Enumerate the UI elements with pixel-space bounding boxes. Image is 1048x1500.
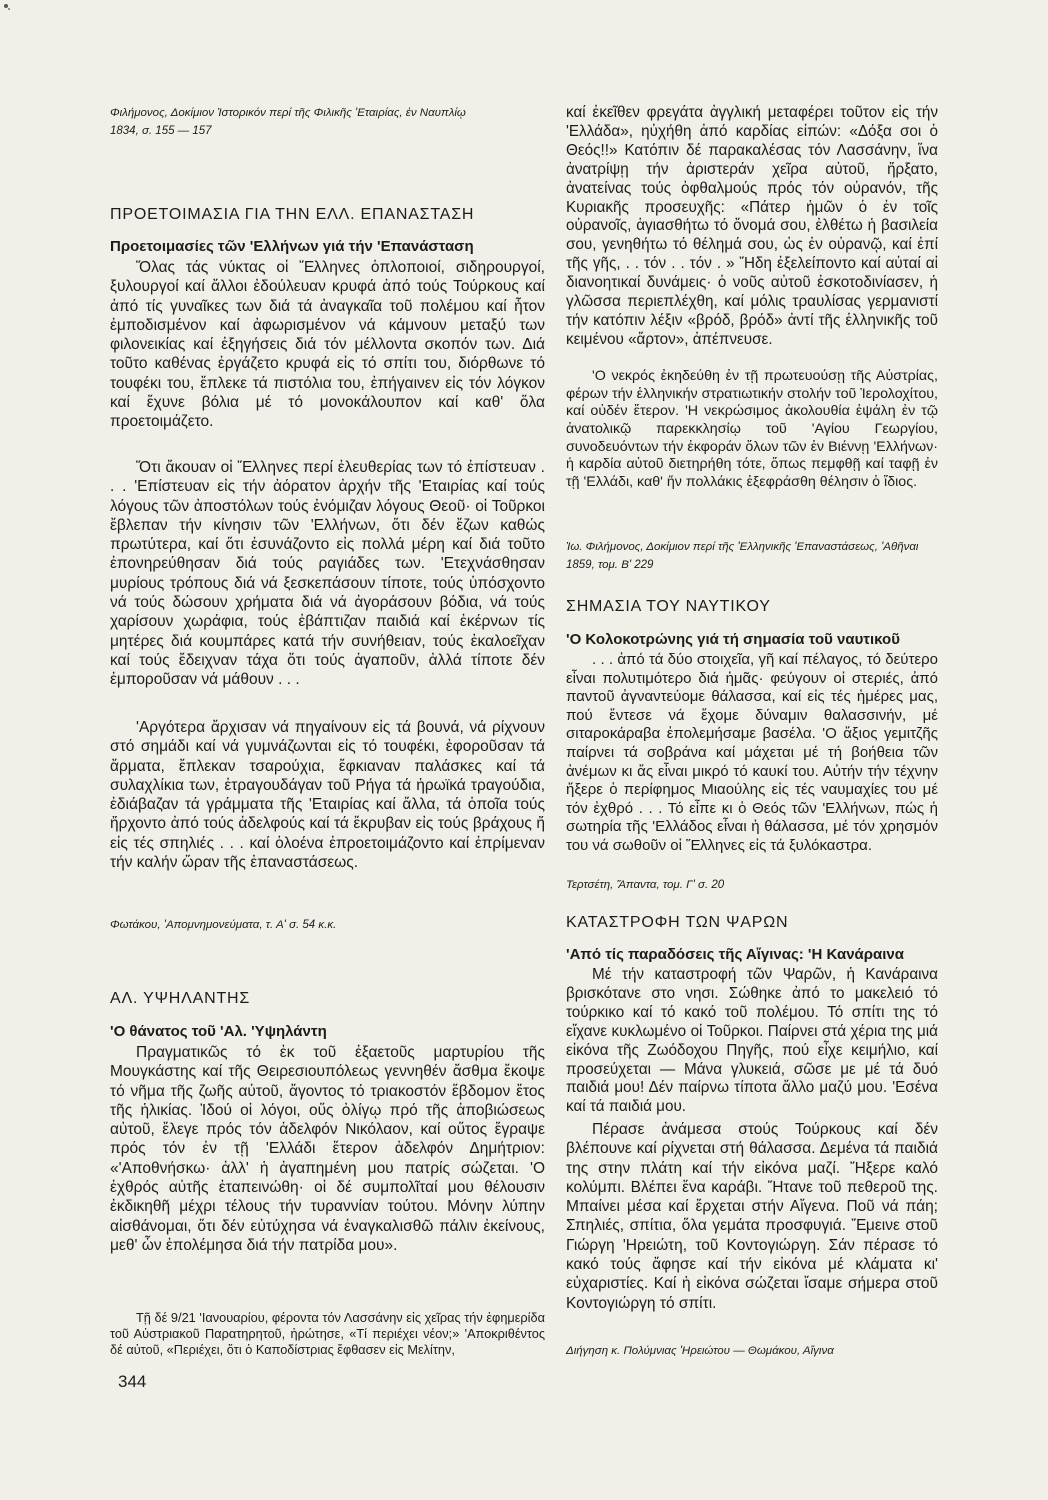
- paragraph: Πραγματικῶς τό ἐκ τοῦ ἐξαετοῦς μαρτυρίου τῆς Μουγκάστης καί τῆς Θειρεσιουπόλεως γεννηθέν ἄσθμα ἔκοψε τό νῆμα τῆς ζωῆς αὐτοῦ, ἄγοντος τό τριακοστόν ἕβδομον ἔτος τῆς ἡλικίας. Ἰδού οἱ λόγοι, οὕς ὀλίγῳ πρό τῆς ἀποβιώσεως αὐτοῦ, ἔλεγε πρός τόν ἀδελφόν Νικόλαον, καί οὕτος ἔγραψε πρός τόν ἐν τῇ 'Ελλάδι ἕτερον ἀδελφόν Δημήτριον: «'Αποθνήσκω· ἀλλ' ἡ ἀγαπημένη μου πατρίς σώζεται. 'Ο ἐχθρός αὐτῆς ἐταπεινώθη· οἱ δέ συμπολῖταί μου θέλουσιν ἐκδικηθῆ μέχρι τέλους τήν τυραννίαν τούτου. Μόνην λύπην αἰσθάνομαι, ὅτι δέν εὐτύχησα νά ἐναγκαλισθῶ πάλιν ἐκείνους, μεθ' ὧν ἐπολέμησα διά τήν πατρίδα μου».: [110, 1044, 545, 1254]
- subheading-kanaraina: 'Από τίς παραδόσεις τῆς Αἴγινας: 'Η Κανάραινα: [566, 946, 904, 963]
- corner-smudge: [3, 3, 13, 13]
- paragraph: καί ἐκεῖθεν φρεγάτα ἀγγλική μεταφέρει τοῦτον εἰς τήν 'Ελλάδα», ηὐχήθη ἀπό καρδίας εἰπών: «Δόξα σοι ὁ Θεός!!» Κατόπιν δέ παρακαλέσας τόν Λασσάνην, ἵνα ἀνατρίψῃ τήν ἀριστεράν χεῖρα αὐτοῦ, ἤρξατο, ἀνατείνας τούς ὀφθαλμούς πρός τόν οὐρανόν, τῆς Κυριακῆς προσευχῆς: «Πάτερ ἡμῶν ὁ ἐν τοῖς οὐρανοῖς, ἁγιασθήτω τό ὄνομά σου, ἐλθέτω ἡ βασιλεία σου, γενηθήτω τό θέλημά σου, ὡς ἐν οὐρανῷ, καί ἐπί τῆς γῆς, . . τόν . . τόν . » Ἤδη ἐξελείποντο καί αὐταί αἱ διανοητικαί δυνάμεις· ὁ νοῦς αὐτοῦ ἐσκοτοδινίασεν, ἡ γλῶσσα περιεπλέχθη, καί μόλις τραυλίσας γερμανιστί τήν κατόπιν λέξιν «βρόδ, βρόδ» ἀντί τῆς ἑλληνικῆς τοῦ κειμένου «ἄρτον», ἀπέπνευσε.: [566, 104, 938, 348]
- section-heading-navy: ΣΗΜΑΣΙΑ ΤΟΥ ΝΑΥΤΙΚΟΥ: [566, 598, 771, 615]
- paragraph: 'Ο νεκρός ἐκηδεύθη ἐν τῇ πρωτευούσῃ τῆς Αὐστρίας, φέρων τήν ἑλληνικήν στρατιωτικήν στολήν τοῦ Ἱερολοχίτου, καί οὐδέν ἕτερον. 'Η νεκρώσιμος ἀκολουθία ἐψάλη ἐν τῷ ἀνατολικῷ παρεκκλησίῳ τοῦ 'Αγίου Γεωργίου, συνοδευόντων τήν ἐκφοράν ὅλων τῶν ἐν Βιέννῃ 'Ελλήνων· ἡ καρδία αὐτοῦ διετηρήθη τότε, ὅπως πεμφθῇ καί ταφῇ ἐν τῇ 'Ελλάδι, καθ' ἥν πολλάκις ἐξεφράσθη θέλησιν ὁ ἴδιος.: [566, 368, 938, 491]
- paragraph: 'Αργότερα ἄρχισαν νά πηγαίνουν εἰς τά βουνά, νά ρίχνουν στό σημάδι καί νά γυμνάζωνται εἰς τό τουφέκι, ἐφοροῦσαν τά ἄρματα, ἔπλεκαν τσαρούχια, ἔφκιαναν παλάσκες καί τά συλαχλίκια των, ἐτραγουδάγαν τοῦ Ρήγα τά ἡρωϊκά τραγούδια, ἐδιάβαζαν τά γράμματα τῆς 'Εταιρίας καί ἄλλα, τά ὁποῖα τούς ἤρχοντο ἀπό τούς ἀδελφούς καί τά ἔκρυβαν εἰς τούς βράχους ἤ εἰς τές σπηλιές . . . καί ὁλοένα ἐπροετοιμάζοντο καί ἐπρίμεναν τήν καλήν ὥραν τῆς ἐπαναστάσεως.: [110, 719, 545, 872]
- paragraph: Μέ τήν καταστροφή τῶν Ψαρῶν, ἡ Κανάραινα βρισκότανε στο νησι. Σώθηκε ἀπό το μακελειό τό τούρκικο καί τό κακό τοῦ πολέμου. Τό σπίτι της τό εἴχανε κυκλωμένο οἱ Τοῦρκοι. Παίρνει στά χέρια της μιά εἰκόνα τῆς Ζωόδοχου Πηγῆς, πού εἶχε κειμήλιο, καί προσεύχεται — Μάνα γλυκειά, σῶσε με μέ τά δυό παιδιά μου! Δέν παίρνω τίποτα ἄλλο μαζύ μου. 'Εσένα καί τά παιδιά μου.: [566, 966, 938, 1116]
- paragraph: . . . ἀπό τά δύο στοιχεῖα, γῆ καί πέλαγος, τό δεύτερο εἶναι πολυτιμότερο διά ἡμᾶς· φεύγουν οἱ στεριές, ἀπό παντοῦ ἀγναντεύομε θάλασσα, καί εἰς τές ἡμέρες μας, πού ἔντεσε νά ἔχομε δύναμιν θαλασσινήν, μέ σιταροκάραβα ἐπολεμήσαμε βασέλα. 'Ο ἄξιος γεμιτζῆς παίρνει τά σοβράνα καί μάχεται μέ τή βοήθεια τῶν ἀνέμων κι ἄς εἶναι μικρό τό καυκί του. Αὐτήν τήν τέχνην ἤξερε ὁ περίφημος Μιαούλης εἰς τές ναυμαχίες του μέ τόν ἐχθρό . . . Τό εἶπε κι ὁ Θεός τῶν 'Ελλήνων, πώς ἡ σωτηρία τῆς 'Ελλάδος εἶναι ἡ θάλασσα, μέ τόν χρησμόν του νά σωθοῦν οἱ Ἕλληνες εἰς τά ξυλόκαστρα.: [566, 651, 938, 854]
- citation-tertseti: Τερτσέτη, Ἅπαντα, τομ. Γ' σ. 20: [566, 879, 725, 891]
- paragraph: Ὅλας τάς νύκτας οἱ Ἕλληνες ὁπλοποιοί, σιδηρουργοί, ξυλουργοί καί ἄλλοι ἐδούλευαν κρυφά ἀπό τούς Τούρκους καί ἀπό τίς γυναῖκες των διά τά ἀναγκαῖα τοῦ πολέμου καί ἦτον ἐμποδισμένον καί ἀφωρισμένον νά κάμνουν μεταξύ των φιλονεικίας καί ἐξηγήσεις διά τόν μέλλοντα σκοπόν των. Διά τοῦτο καθένας ἐργάζετο κρυφά εἰς τό σπίτι του, διόρθωνε τό τουφέκι του, ἔπλεκε τά πιστόλια του, ἐπήγαινεν εἰς τόν λόγκον καί ἔχυνε βόλια μέ τό μονοκάλουπον καί καθ' ὅλα προετοιμάζετο.: [110, 259, 545, 431]
- citation-philemon-1859: Ἰω. Φιλήμονος, Δοκίμιον περί τῆς 'Ελληνικῆς 'Επαναστάσεως, 'Αθῆναι 1859, τομ. Β' 229: [566, 541, 919, 571]
- subheading-kolokotronis: 'Ο Κολοκοτρώνης γιά τή σημασία τοῦ ναυτικοῦ: [566, 631, 900, 648]
- subheading-preparations: Προετοιμασίες τῶν 'Ελλήνων γιά τήν 'Επανάσταση: [110, 238, 474, 255]
- paragraph: Τῇ δέ 9/21 'Ιανουαρίου, φέροντα τόν Λασσάνην εἰς χεῖρας τήν ἐφημερίδα τοῦ Αὐστριακοῦ Παρατηρητοῦ, ἠρώτησε, «Τί περιέχει νέον;» 'Αποκριθέντος δέ αὐτοῦ, «Περιέχει, ὅτι ὁ Καποδίστριας ἔφθασεν εἰς Μελίτην,: [110, 1310, 545, 1357]
- section-heading-ypsilantis: ΑΛ. ΥΨΗΛΑΝΤΗΣ: [110, 990, 251, 1007]
- paragraph: Πέρασε ἀνάμεσα στούς Τούρκους καί δέν βλέπουνε καί ρίχνεται στή θάλασσα. Δεμένα τά παιδιά της στην πλάτη καί τήν εἰκόνα μαζί. Ἤξερε καλό κολύμπι. Βλέπει ἕνα καράβι. Ἤτανε τοῦ πεθεροῦ της. Μπαίνει μέσα καί ἔρχεται στήν Αἴγενα. Ποῦ νά πάη; Σπηλιές, σπίτια, ὅλα γεμάτα προσφυγιά. Ἔμεινε στοῦ Γιώργη 'Ηρειώτη, τοῦ Κοντογιώργη. Σάν πέρασε τό κακό τούς ἄφησε καί τήν εἰκόνα μέ κλάματα κι' εὐχαριστίες. Καί ἡ εἰκόνα σώζεται ἴσαμε σήμερα στοῦ Κοντογιώργη τό σπίτι.: [566, 1121, 938, 1312]
- citation-polymnia: Διήγηση κ. Πολύμνιας 'Ηρειώτου — Θωμάκου, Αἴγινα: [566, 1345, 834, 1357]
- citation-philemon-1834: Φιλήμονος, Δοκίμιον Ἱστορικόν περί τῆς Φιλικῆς 'Εταιρίας, ἐν Ναυπλίῳ 1834, σ. 155 — 157: [110, 107, 466, 137]
- paragraph: Ὅτι ἄκουαν οἱ Ἕλληνες περί ἐλευθερίας των τό ἐπίστευαν . . . 'Επίστευαν εἰς τήν ἀόρατον ἀρχήν τῆς 'Εταιρίας καί τούς λόγους τῶν ἀποστόλων τούς ἐνόμιζαν λόγους Θεοῦ· οἱ Τοῦρκοι ἔβλεπαν τήν κίνησιν τῶν 'Ελλήνων, ὅτι δέν ἔζων καθώς πρωτύτερα, καί ὅτι ἐσυνάζοντο εἰς πολλά μέρη καί διά τοῦτο ἐπονηρεύθησαν διά τούς ραγιάδες των. 'Ετεχνάσθησαν μυρίους τρόπους διά νά ξεσκεπάσουν τίποτε, τούς ὑπόσχοντο νά τούς δώσουν χρήματα διά νά ἀγοράσουν βόδια, νά τούς χαρίσουν χωράφια, τούς ἐβάπτιζαν παιδιά καί ἐκέρνων τίς μητέρες διά κουμπάρες κατά τήν συνήθειαν, τούς ἐκαλοεῖχαν καί τούς ἔδειχναν τάχα ὅτι τούς ἀγαποῦν, ἀλλά τίποτε δέν ἐμποροῦσαν νά μάθουν . . .: [110, 459, 545, 689]
- section-heading-psara: ΚΑΤΑΣΤΡΟΦΗ ΤΩΝ ΨΑΡΩΝ: [566, 914, 789, 931]
- section-heading-preparation: ΠΡΟΕΤΟΙΜΑΣΙΑ ΓΙΑ ΤΗΝ ΕΛΛ. ΕΠΑΝΑΣΤΑΣΗ: [110, 206, 475, 223]
- subheading-ypsilantis-death: 'Ο θάνατος τοῦ 'Αλ. 'Υψηλάντη: [110, 1023, 327, 1040]
- citation-fotakou: Φωτάκου, 'Απομνημονεύματα, τ. Α' σ. 54 κ.κ.: [110, 919, 337, 931]
- page-number: 344: [118, 1372, 147, 1391]
